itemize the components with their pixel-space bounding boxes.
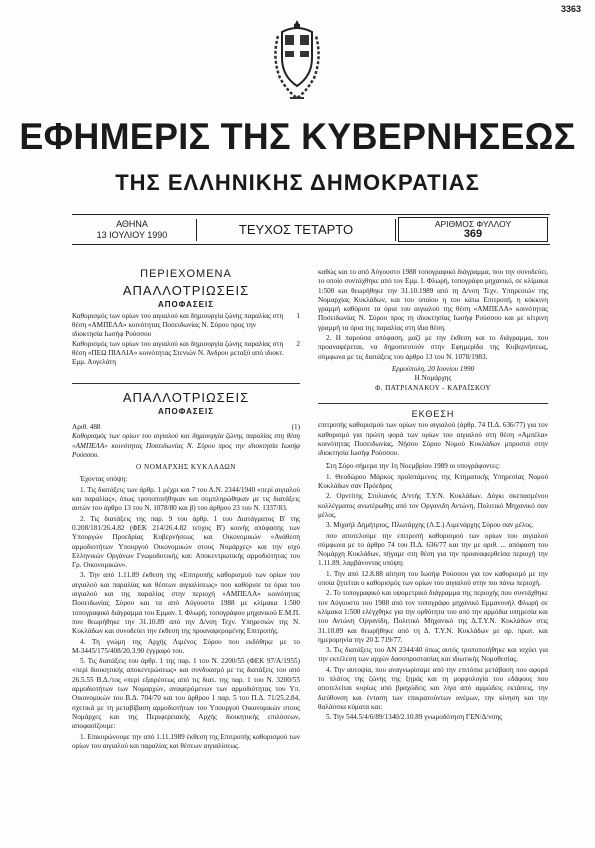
body-paragraph: 3. Την από 1.11.89 έκθεση της «Επιτροπής καθορισμού των ορίων του αιγιαλού και παραλίας και θέσεων αιγιαλίσεως» που καθόρισε τα όρια του αιγιαλού και της παραλίας στην περιοχή «ΑΜΠΕΛΑ» κοινότητας Ποσειδωνίας Σύρου και τα από Αύγουστο 1988 με κλίμακα 1:500 τοπογραφικό διάγραμμα του Εμμαν. Ι. Φλωρή, τοπογράφου μηχανικού Ε.Μ.Π. που θεωρήθηκε την 31.10.89 από την Δ/νση Τεχν. Υπηρεσιών της Ν. Κυκλάδων και συνοδεύει την έκθεση της προαναφερομένης Επιτροπής. — [72, 571, 300, 636]
toc-item[interactable] — [72, 312, 300, 339]
coat-of-arms-emblem — [268, 18, 326, 104]
toc-item-text: Καθορισμός των ορίων του αιγιαλού και δημιουργία ζώνης παραλίας στη θέση «ΑΜΠΕΛΑ» κοινότητας Ποσειδωνίας Ν. Σύρου προς την ιδιοκτησία Ιωσήφ Ρούσσου — [72, 312, 284, 338]
report-paragraph: 3. Μιχαήλ Δημήτριος, Πλωτάρχης (Λ.Σ.) Λιμενάρχης Σύρου σαν μέλος. — [326, 521, 534, 530]
body-subsection: ΑΠΟΦΑΣΕΙΣ — [157, 407, 215, 416]
signature-role: Η Νομάρχης — [414, 374, 452, 383]
section-divider — [318, 403, 548, 404]
toc-item-text: Καθορισμός των ορίων του αιγιαλού και δημιουργία ζώνης παραλίας στη θέση «ΠΕΩ ΠΙΑΛΙΑ» κοινότητας Στενιών Ν. Άνδρου μεταξύ από ιδιοκτ. Εμμ. Αυγελάτη — [72, 340, 285, 366]
issue-sheet-box — [398, 217, 548, 242]
report-paragraph: 1. Θεοδώρου Μάρκος προϊστάμενος της Κτηματικής Υπηρεσίας Νομού Κυκλάδων σαν Πρόεδρος — [318, 472, 548, 491]
toc-item-page: 2 — [296, 340, 300, 348]
decision-continuation — [318, 268, 548, 393]
body-paragraph: 2. Τις διατάξεις της παρ. 9 του άρθρ. 1 του Διατάγματος Β' της 0.208/181/26.4.82 (ΦΕΚ 214/26.4.82 τεύχος Β') κοινής απόφασης των Υπουργών Προεδρίας Κυβερνήσεως και Οικονομικών «Ανάθεση αρμοδιοτήτων Υπουργού Οικονομικών στους Νομάρχες» και την ισχύ Ελληνικών Οργάνων Γνωμοδοτικής και: Αποκεντρωτικής αρμοδιότητας του Γρ. Οικονομικών». — [72, 514, 300, 570]
report-paragraph: 2. Ορντίτης Στυλιανός Δ/ντής Τ.Υ.Ν. Κυκλάδων. Δόγκι σκεπασμένου κολλέγματος ανωτέρωθης από τον Οργανιδη Αντώνη, Πολιτικό Μηχανικό σαν μέλος. — [318, 492, 548, 519]
report-paragraph: 2. Το τοπογραφικό και υψομετρικό διάγραμμα της περιοχής που συντάχθηκε τον Αύγουστο του 1988 από τον τοπογράφο μηχανικό Εμμανουήλ Φλωρή σε κλίμακα 1:500 ελέγχθηκε για την ορθότητα του από την αρμόδια υπηρεσία και του Αντώνη Οργανίδη, Πολιτικό Μηχανικό της Δ.Τ.Υ.Ν. Κυκλάδων στις 31.10.89 και θεωρήθηκε από τη Δ. Τ.Υ.Ν. Κυκλάδων με αρ. πρωτ. και ημερομηνία την 20 Σ 719/77. — [318, 589, 548, 644]
report-heading: ΕΚΘΕΣΗ — [411, 409, 455, 419]
body-paragraph: 1. Επικυρώνουμε την από 1.11.1989 έκθεση της Επιτροπής καθορισμού των ορίων του αιγιαλού και παραλίας και θέσεων αιγιαλίσεως. — [72, 732, 300, 750]
toc-item-page: 1 — [296, 312, 300, 320]
decision-title: Καθορισμός των ορίων του αιγιαλού και δημιουργία ζώνης παραλίας στη θέση «ΑΜΠΕΛΑ» κοινότητας Ποσειδωνίας Ν. Σύρου προς την ιδιοκτησία Ιωσήφ Ρούσσου. — [72, 432, 300, 459]
table-of-contents — [72, 268, 300, 367]
sheet-number: 369 — [463, 228, 483, 240]
authority: Ο ΝΟΜΑΡΧΗΣ ΚΥΚΛΑΔΩΝ — [136, 463, 236, 472]
header-top-rule — [72, 214, 550, 215]
body-paragraph: 4. Τη γνώμη της Αρχής Λιμένος Σύρου που εκδόθηκε με το Μ-3445/175/408/20.3.90 έγγραφό του. — [72, 637, 300, 655]
considering-label: Έχοντας υπόψη: — [80, 475, 128, 484]
toc-heading: ΠΕΡΙΕΧΟΜΕΝΑ — [140, 268, 232, 280]
decision-number: Αριθ. 488 — [72, 423, 101, 431]
page-number: 3363 — [560, 4, 581, 14]
decision-body — [72, 390, 300, 752]
report-paragraph: που αποτελούμε την επιτροπή καθορισμού των ορίων του αιγιαλού σύμφωνα με το άρθρο 74 του Π.Δ. 636/77 και την με αριθ. ... απόφαση του Νομάρχη Κυκλάδων, πήγαμε στη θέση για την προαναφερθείσα περιοχή την 1.11.89. λαμβάνοντας υπόψη: — [318, 531, 548, 568]
masthead-subtitle: ΤΗΣ ΕΛΛΗΝΙΚΗΣ ΔΗΜΟΚΡΑΤΙΑΣ — [115, 170, 480, 195]
body-paragraph: καθώς και το από Αύγουστο 1988 τοπογραφικό διάγραμμα, που την συνοδεύει, το οποίο συντάχθηκε από τον Εμμ. Ι. Φλωρή, τοπογράφο μηχανικό, σε κλίμακα 1:500 και θεωρήθηκε την 31.10.1989 από τη Δ/νση Τεχν. Υπηρεσιών της Νομαρχίας Κυκλάδων, και του οποίου η του κάτω Επιτροπή, η κόκκινη γραμμή καθόρισε τα όρια του αιγιαλού της θέση «ΑΜΠΕΛΑ» κοινότητας Ποσειδωνίας Ν. Σύρου προς τη ιδιοκτησίας Ιωσήφ Ρούσσου και με κίτρινη γραμμή τα όρια της παραλίας στη ίδια θέση. — [318, 268, 548, 332]
sheet-label: ΑΡΙΘΜΟΣ ΦΥΛΛΟΥ — [434, 219, 512, 229]
signature-place-date: Ερμούπολη, 20 Ιουνίου 1990 — [391, 364, 475, 373]
report-intro: επιτροπής καθορισμού των ορίων του αιγιαλού (άρθρ. 74 Π.Δ. 636/77) για τον καθορισμό για πρώτη φορά των ορίων του αιγιαλού στη θέση «Αμπέλα» κοινότητας Ποσειδωνίας, Νήσου Σύρου Νομού Κυκλάδων μπροστά στην ιδιοκτησία Ιωσήφ Ρούσσου. — [318, 421, 548, 458]
toc-item[interactable] — [72, 340, 300, 367]
report-paragraph: 5. Την 544.5/4/6/89/1340/2.10.89 γνωμοδότηση ΓΕΝ/Δ/νσης — [326, 713, 502, 722]
toc-subsection: ΑΠΟΦΑΣΕΙΣ — [157, 300, 215, 309]
signature-name: Φ. ΠΑΤΡΙΑΝΑΚΟΥ - ΚΑΡΑΪΣΚΟΥ — [375, 383, 491, 392]
body-paragraph: 2. Η παρούσα απόφαση, μαζί με την έκθεση και το διάγραμμα, που προαναφέρεται, να δημοσιευτούν στην Εφημερίδα της Κυβερνήσεως, σύμφωνα με τις διατάξεις του άρθρο 13 του Ν. 1078/1983. — [318, 334, 548, 361]
issue-place-date — [72, 219, 192, 241]
body-paragraph: 5. Τις διατάξεις του άρθρ. 1 της παρ. 1 του Ν. 2200/55 (ΦΕΚ 97/Α/1955) «περί διοικητικής αποκεντρώσεως» και συνδυασμό με τις διατάξεις του από 26.5.55 Β.Δ./τος «περί εξαιρέσεως από τις διατ. της παρ. 1 του Ν. 3200/55 αρμοδιοτήτων των Νομαρχών, αναφερόμενων των αρμοδιότητας του Υπ. Οικονομικών του Β.Δ. 704/70 και του άρθρου 1 παρ. 5 του Π.Δ. 71/25.2.84, σχετικά με τη μεταβίβαση αρμοδιοτήτων του Υπουργού Οικονομικών στους Νομάρχες και της Περιφερειακής Αρχής διοικητικής επιλύσεων, αποφασίζουμε: — [72, 657, 300, 731]
report-paragraph: Στη Σύρο σήμερα την 1η Νοεμβρίου 1989 οι υπογράφοντες: — [326, 462, 501, 471]
issue-date: 13 ΙΟΥΛΙΟΥ 1990 — [96, 230, 168, 240]
masthead-title: ΕΦΗΜΕΡΙΣ ΤΗΣ ΚΥΒΕΡΝΗΣΕΩΣ — [19, 116, 576, 157]
body-paragraph: 1. Τις διατάξεις των άρθρ. 1 μέχρι και 7 του Α.Ν. 2344/1940 «περί αιγιαλού και παραλίας», όπως τροποποιήθηκαν και συμπληρώθηκαν με τις διατάξεις αυτών του άρθρο 13 του Ν. 1078/80 και β) του άρθρου 23 του Ν. 1337/83. — [72, 485, 300, 513]
body-section: ΑΠΑΛΛΟΤΡΙΩΣΕΙΣ — [122, 390, 250, 405]
issue-city: ΑΘΗΝΑ — [116, 219, 148, 229]
report-paragraph: 1. Την από 12.8.88 αίτηση του Ιωσήφ Ρούσσου για τον καθορισμό με την οποία ζητείται ο καθορισμός των ορίων του αιγιαλού στην πιο πάνω περιοχή. — [318, 569, 548, 588]
report-paragraph: 4. Την αυτοψία, που αναγνωρίσαμε από την επιτόπια μετάβαση που αφορά το πλάτος της ζώνης της ξηράς και τη μορφολογία του εδάφους που αποτελείται κυρίως από βραχώδεις και λίγα από αμμώδεις εκτάσεις, την διεύθυνση και ένταση των επικρατούντων ανέμων, την κίνηση και την θαλάσσια κύματα και: — [318, 665, 548, 711]
section-divider — [72, 383, 300, 384]
footnote-mark: (1) — [291, 423, 300, 431]
header-bottom-rule — [72, 244, 550, 245]
issue-series: ΤΕΥΧΟΣ ΤΕΤΑΡΤΟ — [196, 219, 396, 241]
toc-section: ΑΠΑΛΛΟΤΡΙΩΣΕΙΣ — [122, 283, 250, 298]
commission-report — [318, 410, 548, 724]
report-paragraph: 3. Τις διατάξεις του ΑΝ 2344/40 όπως αυτός τροποποιήθηκε και ισχύει για την εκτέλεση των αρχών δασοπροστασίας και ιδιωτικής Νομοθεσίας. — [318, 646, 548, 664]
decision-number-row — [72, 423, 300, 432]
